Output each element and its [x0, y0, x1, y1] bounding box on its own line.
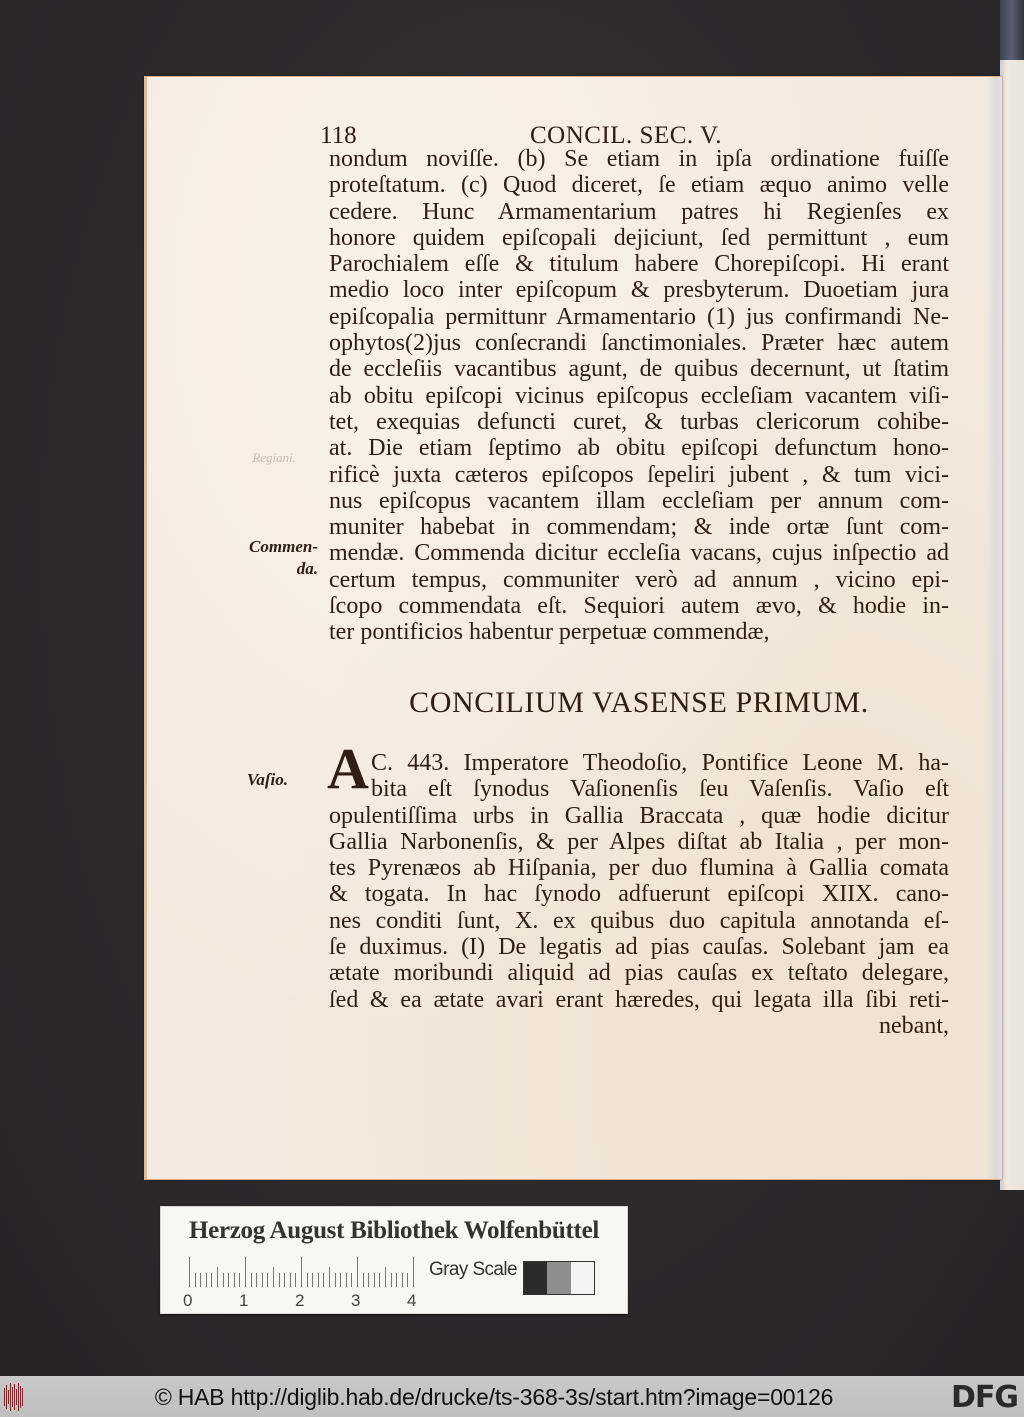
- text-line: ætate moribundi aliquid ad pias cauſas ex teſtato delegare,: [329, 960, 949, 987]
- text-line: ſcopo commendata eſt. Sequiori autem ævo, & hodie in-: [329, 593, 949, 620]
- swatch-dark: [524, 1262, 547, 1294]
- marginal-note-vasio: Vaſio.: [246, 770, 288, 789]
- text-line: Gallia Narbonenſis, & per Alpes diſtat ab Italia , per mon-: [329, 828, 949, 855]
- text-line: C. 443. Imperatore Theodoſio, Pontifice Leone M. ha-: [371, 750, 949, 776]
- text-line: rificè juxta cæteros epiſcopos ſepeliri jubent , & tum vici-: [329, 461, 949, 488]
- grayscale-swatch: [523, 1261, 595, 1295]
- text-line: honore quidem epiſcopali dejiciunt, ſed permittunt , eum: [329, 224, 949, 251]
- page-gutter-shadow: [986, 77, 1002, 1179]
- text-line: muniter habebat in commendam; & inde ortæ ſunt com-: [329, 514, 949, 541]
- library-name: Herzog August Bibliothek Wolfenbüttel: [189, 1217, 600, 1244]
- text-line: ter pontificios habentur perpetuæ commendæ,: [329, 619, 770, 646]
- ruler-label: 4: [407, 1291, 417, 1310]
- text-line: mendæ. Commenda dicitur eccleſia vacans, cujus inſpectio ad: [329, 540, 949, 567]
- text-line: medio loco inter epiſcopum & presbyterum. Duoetiam jura: [329, 277, 949, 304]
- text-line: Parochialem eſſe & titulum habere Chorepiſcopi. Hi erant: [329, 251, 949, 278]
- text-line: nus epiſcopus vacantem illam eccleſiam per annum com-: [329, 487, 949, 514]
- text-line: epiſcopalia permittunr Armamentario (1) jus confirmandi Ne-: [329, 303, 949, 330]
- text-block-1: [329, 146, 949, 646]
- ruler-label: 0: [183, 1291, 193, 1310]
- text-line: cedere. Hunc Armamentarium patres hi Regienſes ex: [329, 198, 949, 225]
- running-head: CONCIL. SEC. V.: [530, 122, 723, 149]
- text-line: certum tempus, communiter verò ad annum , vicino epi-: [329, 566, 949, 593]
- ruler-scale: [189, 1257, 413, 1287]
- text-line: ophytos(2)jus conſecrandi ſanctimoniales. Præter hæc autem: [329, 330, 949, 357]
- ruler-label: 3: [351, 1291, 361, 1310]
- text-line: & togata. In hac ſynodo adfuerunt epiſcopi XIIX. cano-: [329, 881, 949, 908]
- text-line: opulentiſſima urbs in Gallia Braccata , quæ hodie dicitur: [329, 802, 949, 829]
- text-line: ſe duximus. (I) De legatis ad pias cauſas. Solebant jam ea: [329, 934, 949, 961]
- hab-logo-icon: [4, 1383, 24, 1411]
- swatch-light: [571, 1262, 594, 1294]
- text-line: ſed & ea ætate avari erant hæredes, qui legata illa ſibi reti-: [329, 986, 949, 1013]
- facing-page-top-edge: [1000, 0, 1024, 60]
- catchword: nebant,: [879, 1012, 949, 1039]
- drop-cap: A: [327, 736, 369, 801]
- text-line: tes Pyrenæos ab Hiſpania, per duo flumina à Gallia comata: [329, 855, 949, 882]
- text-block-2: [329, 750, 949, 1039]
- grayscale-label: Gray Scale: [429, 1259, 517, 1280]
- text-line: at. Die etiam ſeptimo ab obitu epiſcopi defunctum hono-: [329, 435, 949, 462]
- ruler-label: 1: [239, 1291, 249, 1310]
- swatch-mid: [547, 1262, 570, 1294]
- ruler-labels: [183, 1291, 443, 1311]
- marginal-note-commenda: Commen- da.: [249, 537, 318, 578]
- text-line: tet, exequias defuncti curet, & turbas clericorum cohibe-: [329, 408, 949, 435]
- text-line: de eccleſiis vacantibus agunt, de quibus decernunt, ut ſtatim: [329, 356, 949, 383]
- text-line: nes conditi ſunt, X. ex quibus duo capitula annotanda eſ-: [329, 907, 949, 934]
- ruler-label: 2: [295, 1291, 305, 1310]
- text-line: nondum noviſſe. (b) Se etiam in ipſa ordinatione fuiſſe: [329, 146, 949, 172]
- viewer-footer: [0, 1376, 1024, 1417]
- text-line: bita eſt ſynodus Vaſionenſis ſeu Vaſenſis. Vaſio eſt: [371, 776, 949, 803]
- marginal-note-bleedthrough: Regiani.: [252, 450, 296, 465]
- text-line: ab obitu epiſcopi vicinus epiſcopus eccleſiam vacantem viſi-: [329, 382, 949, 409]
- library-scale-card: [160, 1206, 628, 1314]
- page-number: 118: [320, 122, 357, 149]
- dfg-logo-icon: DFG: [950, 1380, 1018, 1415]
- facing-page-edge: [1000, 60, 1024, 1190]
- copyright-link[interactable]: © HAB http://diglib.hab.de/drucke/ts-368-3s/start.htm?image=00126: [154, 1384, 834, 1410]
- section-title: CONCILIUM VASENSE PRIMUM.: [409, 686, 869, 719]
- text-line: proteſtatum. (c) Quod diceret, ſe etiam æquo animo velle: [329, 172, 949, 199]
